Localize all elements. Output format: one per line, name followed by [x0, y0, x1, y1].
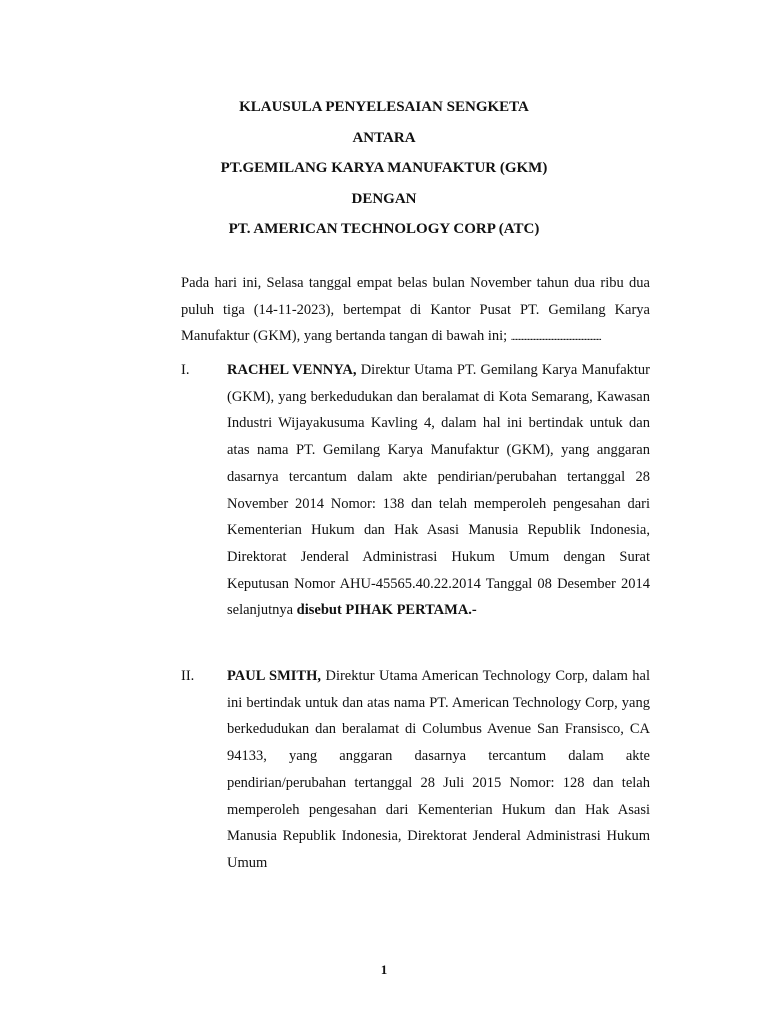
intro-dots: ............................................................ — [510, 332, 601, 344]
title-line: KLAUSULA PENYELESAIAN SENGKETA — [239, 99, 529, 115]
party-body — [227, 357, 650, 624]
party-first — [181, 357, 650, 624]
party-second — [181, 663, 650, 877]
party-number: I. — [181, 362, 190, 378]
title-line: DENGAN — [351, 190, 417, 207]
party-description: Direktur Utama PT. Gemilang Karya Manufaktur (GKM), yang berkedudukan dan beralamat di Kota Semarang, Kawasan Industri Wijayakusuma Kavling 4, dalam hal ini bertindak untuk dan atas nama PT. Gemilang Karya Manufaktur (GKM), yang anggaran dasarnya tercantum dalam akte pendirian/perubahan tertanggal 28 November 2014 Nomor: 138 dan telah memperoleh pengesahan dari Kementerian Hukum dan Hak Asasi Manusia Republik Indonesia, Direktorat Jenderal Administrasi Hukum Umum dengan Surat Keputusan Nomor AHU-45565.40.22.2014 Tanggal 08 Desember 2014 selanjutnya — [227, 362, 651, 619]
title-line: PT. AMERICAN TECHNOLOGY CORP (ATC) — [228, 221, 540, 237]
intro-paragraph — [181, 270, 650, 352]
page-number: 1 — [380, 962, 388, 977]
party-number: II. — [181, 668, 195, 684]
title-line: ANTARA — [352, 129, 416, 146]
party-name: RACHEL VENNYA, — [227, 362, 357, 378]
intro-text: Pada hari ini, Selasa tanggal empat belas bulan November tahun dua ribu dua puluh tiga (14-11-2023), bertempat di Kantor Pusat PT. Gemilang Karya Manufaktur (GKM), yang bertanda tangan di bawah ini; — [181, 275, 650, 345]
party-description: Direktur Utama American Technology Corp, dalam hal ini bertindak untuk dan atas nama PT. American Technology Corp, yang berkedudukan dan beralamat di Columbus Avenue San Fransisco, CA 94133, yang anggaran dasarnya tercantum dalam akte pendirian/perubahan tertanggal 28 Juli 2015 Nomor: 128 dan telah memperoleh pengesahan dari Kementerian Hukum dan Hak Asasi Manusia Republik Indonesia, Direktorat Jenderal Administrasi Hukum Umum — [227, 668, 651, 871]
party-name: PAUL SMITH, — [227, 668, 322, 684]
party-body — [227, 663, 650, 877]
document-title — [0, 92, 768, 245]
party-designation: disebut PIHAK PERTAMA.- — [296, 602, 477, 619]
title-line: PT.GEMILANG KARYA MANUFAKTUR (GKM) — [220, 160, 548, 176]
